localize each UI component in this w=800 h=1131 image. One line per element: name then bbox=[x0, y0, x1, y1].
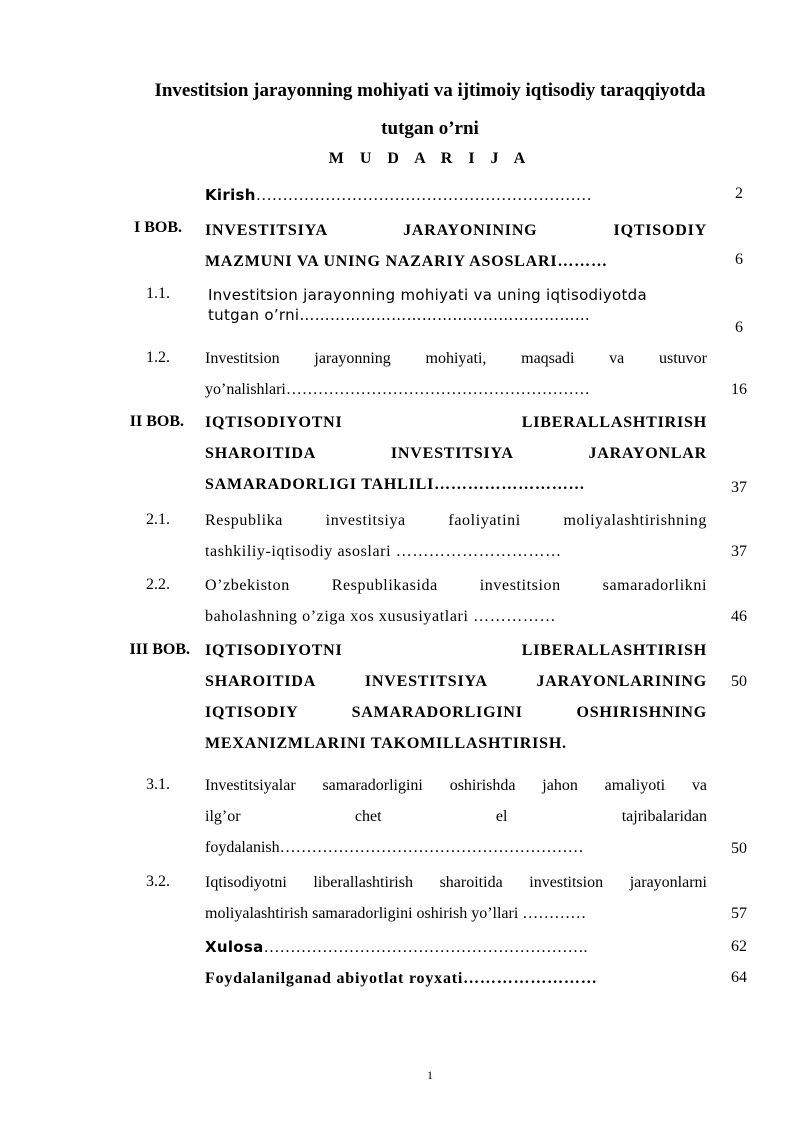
toc-page: 37 bbox=[731, 543, 747, 560]
title-line-2: tutgan o’rni bbox=[381, 118, 479, 139]
chapter-number: III BOB. bbox=[129, 641, 190, 658]
section-title-line: foydalanish………………………………………………… bbox=[205, 839, 584, 856]
section-number: 3.2. bbox=[146, 873, 170, 890]
toc-page: 2 bbox=[735, 185, 743, 202]
chapter-title-line: SHAROITIDA INVESTITSIYA JARAYONLARINING bbox=[205, 673, 707, 690]
chapter-title-line: MEXANIZMLARINI TAKOMILLASHTIRISH. bbox=[205, 735, 567, 752]
section-title-line: tashkiliy-iqtisodiy asoslari ………………………… bbox=[205, 543, 562, 560]
section-title-line: Respublika investitsiya faoliyatini moliyalashtirishning bbox=[205, 512, 707, 529]
chapter-title-line: SAMARADORLIGI TAHLILI……………………… bbox=[205, 476, 586, 493]
chapter-number: II BOB. bbox=[129, 413, 184, 430]
toc-dots: ……………………………………………………. bbox=[263, 939, 588, 956]
section-title-line: O’zbekiston Respublikasida investitsion samaradorlikni bbox=[205, 577, 707, 594]
section-title-line: Investitsion jarayonning mohiyati, maqsadi va ustuvor bbox=[205, 350, 707, 367]
toc-page: 50 bbox=[731, 673, 747, 690]
document-title bbox=[60, 72, 800, 148]
toc-dots: ……………………………………………………… bbox=[255, 187, 592, 204]
toc-label: Kirish bbox=[205, 186, 256, 204]
toc-page: 64 bbox=[731, 969, 747, 986]
toc-page: 6 bbox=[735, 319, 743, 336]
chapter-title-line: IQTISODIY SAMARADORLIGINI OSHIRISHNING bbox=[205, 704, 707, 721]
chapter-title-line: SHAROITIDA INVESTITSIYA JARAYONLAR bbox=[205, 445, 707, 462]
chapter-title-line: IQTISODIYOTNI LIBERALLASHTIRISH bbox=[205, 414, 707, 431]
title-line-1: Investitsion jarayonning mohiyati va ijtimoiy iqtisodiy taraqqiyotda bbox=[154, 80, 706, 101]
toc-page: 37 bbox=[731, 479, 747, 496]
section-title-line: Investitsion jarayonning mohiyati va uning iqtisodiyotda bbox=[208, 286, 647, 304]
section-number: 1.2. bbox=[146, 349, 170, 366]
toc-label: Foydalanilganad abiyotlat royxati…………………… bbox=[205, 970, 598, 987]
page-number: 1 bbox=[427, 1068, 433, 1082]
section-title-line: ilg’or chet el tajribalaridan bbox=[205, 808, 707, 825]
toc-page: 57 bbox=[731, 905, 747, 922]
chapter-number: I BOB. bbox=[133, 219, 182, 236]
section-number: 3.1. bbox=[146, 776, 170, 793]
section-number: 1.1. bbox=[146, 285, 170, 302]
section-number: 2.2. bbox=[146, 576, 170, 593]
section-title-line: Iqtisodiyotni liberallashtirish sharoitida investitsion jarayonlarni bbox=[205, 874, 707, 891]
toc-page: 6 bbox=[735, 251, 743, 268]
chapter-title-line: IQTISODIYOTNI LIBERALLASHTIRISH bbox=[205, 642, 707, 659]
toc-page: 16 bbox=[731, 381, 747, 398]
toc-heading: M U D A R I J A bbox=[328, 150, 532, 167]
section-title-line: tutgan o’rni………………………………………………… bbox=[208, 306, 591, 324]
section-number: 2.1. bbox=[146, 511, 170, 528]
chapter-title-line: MAZMUNI VA UNING NAZARIY ASOSLARI……… bbox=[205, 253, 608, 270]
section-title-line: moliyalashtirish samaradorligini oshirish yo’llari ………… bbox=[205, 905, 587, 922]
section-title-line: Investitsiyalar samaradorligini oshirishda jahon amaliyoti va bbox=[205, 777, 707, 794]
toc-label: Xulosa bbox=[205, 938, 264, 956]
section-title-line: baholashning o’ziga xos xususiyatlari …………… bbox=[205, 608, 557, 625]
section-title-line: yo’nalishlari………………………………………………… bbox=[205, 381, 590, 398]
toc-page: 62 bbox=[731, 938, 747, 955]
toc-page: 46 bbox=[731, 608, 747, 625]
toc-page: 50 bbox=[731, 840, 747, 857]
chapter-title-line: INVESTITSIYA JARAYONINING IQTISODIY bbox=[205, 222, 707, 239]
